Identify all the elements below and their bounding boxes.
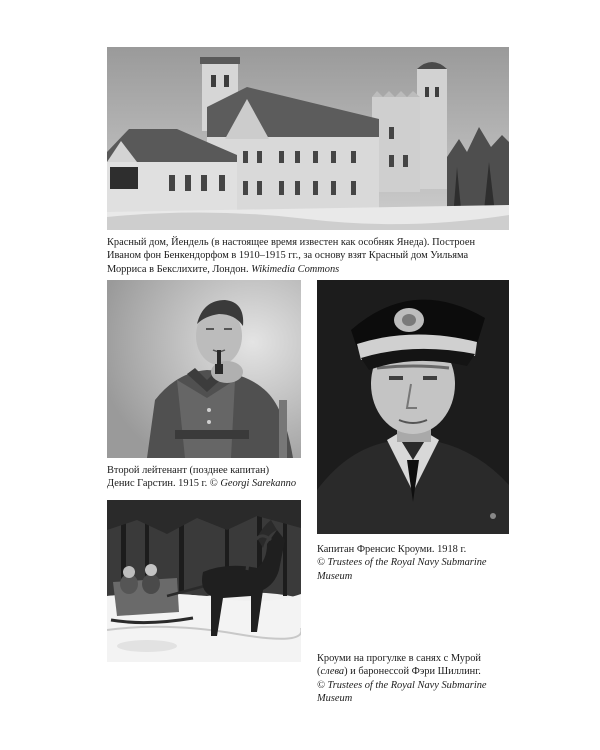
house-caption-line-3-text: Морриса в Бекслихите, Лондон. — [107, 263, 252, 275]
sleigh-caption-line-2 — [317, 665, 509, 678]
officer-caption — [107, 464, 307, 491]
house-caption-line-3 — [107, 263, 509, 276]
sleigh-caption-credit: © Trustees of the Royal Navy Submarine — [317, 679, 487, 691]
photo-officer-garstin — [107, 280, 301, 458]
sleigh-caption-line-4 — [317, 692, 509, 705]
captain-caption-line-1: Капитан Френсис Кроуми. 1918 г. — [317, 544, 467, 555]
sleigh-caption-left-note: слева — [320, 666, 345, 678]
captain-caption-line-2 — [317, 556, 509, 569]
sleigh-caption-paren-open: ( — [317, 666, 321, 678]
sleigh-caption-line-1: Кроуми на прогулке в санях с Мурой — [317, 653, 481, 664]
officer-caption-line-2 — [107, 477, 307, 490]
officer-caption-line-1: Второй лейтенант (позднее капитан) — [107, 465, 270, 476]
captain-caption — [317, 543, 509, 583]
sleigh-caption-line-2-rest: ) и баронессой Фэри Шиллинг. — [344, 666, 481, 678]
sleigh-caption-credit-cont: Museum — [317, 693, 353, 705]
officer-caption-line-2-text: Денис Гарстин. 1915 г. © — [107, 478, 221, 490]
officer-caption-credit: Georgi Sarekanno — [220, 478, 297, 490]
sleigh-caption — [317, 652, 509, 706]
captain-caption-credit: © Trustees of the Royal Navy Submarine — [317, 557, 487, 569]
house-caption — [107, 236, 509, 276]
house-caption-line-1: Красный дом, Йендель (в настоящее время известен как особняк Янеда). Построен — [107, 237, 476, 248]
sleigh-caption-line-3 — [317, 679, 509, 692]
captain-caption-line-3 — [317, 570, 509, 583]
photo-red-house — [107, 47, 509, 230]
captain-caption-credit-cont: Museum — [317, 570, 353, 582]
photo-horse-sleigh — [107, 500, 301, 662]
house-caption-line-2: Иваном фон Бенкендорфом в 1910–1915 гг., за основу взят Красный дом Уильяма — [107, 250, 469, 262]
house-caption-credit: Wikimedia Commons — [251, 263, 340, 275]
photo-captain-cromie — [317, 280, 509, 534]
